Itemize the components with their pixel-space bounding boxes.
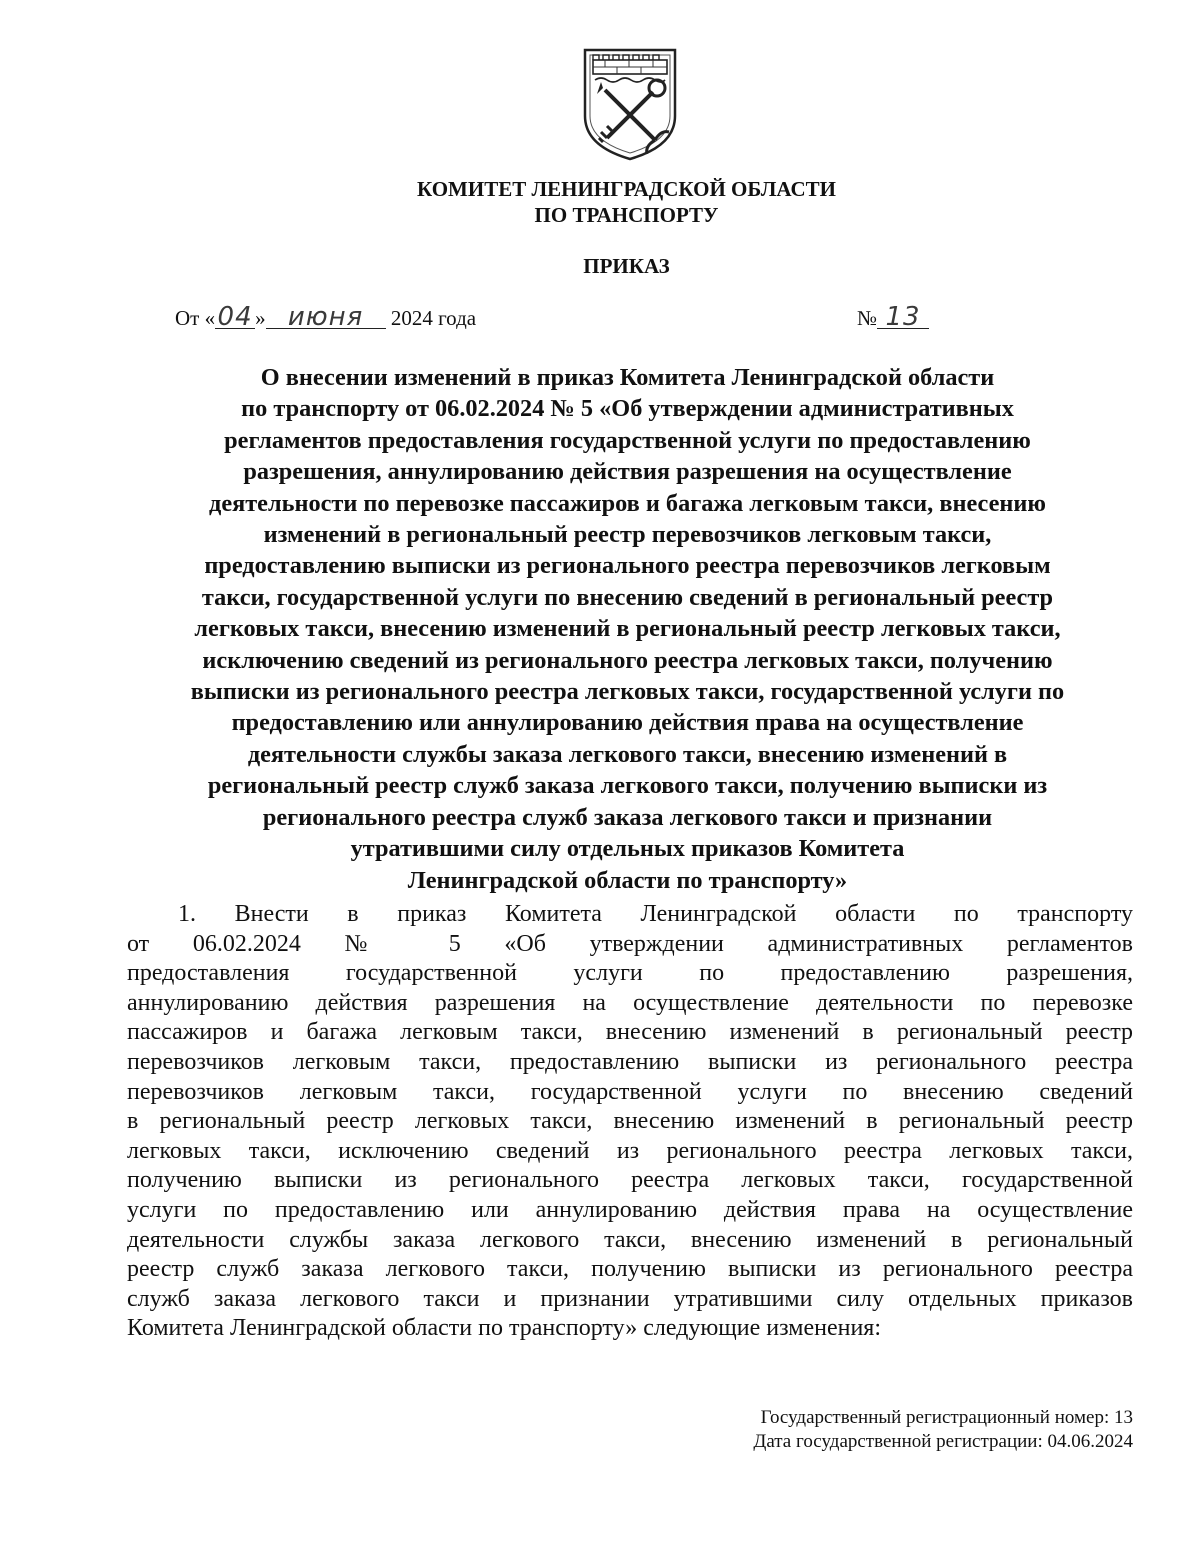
body-line: в региональный реестр легковых такси, внесению изменений в региональный реестр [127,1108,1133,1135]
title-line: О внесении изменений в приказ Комитета Ленинградской области [260,364,995,391]
title-line: регламентов предоставления государственной услуги по предоставлению [224,426,1031,454]
body-line: реестр служб заказа легкового такси, получению выписки из регионального реестра [127,1256,1133,1283]
body-line: услуги по предоставлению или аннулированию действия права на осуществление [127,1196,1133,1223]
title-line: деятельности службы заказа легкового такси, внесению изменений в [247,740,1008,768]
title-line: исключению сведений из регионального реестра легковых такси, получению [202,646,1053,674]
registration-date: Дата государственной регистрации: 04.06.2024 [753,1431,1133,1452]
org-line-1: КОМИТЕТ ЛЕНИНГРАДСКОЙ ОБЛАСТИ [417,177,836,201]
body-line: легковых такси, исключению сведений из регионального реестра легковых такси, [127,1137,1133,1164]
date-mid: » [255,306,266,330]
registration-number: Государственный регистрационный номер: 13 [760,1407,1133,1428]
title-line: предоставлению выписки из регионального реестра перевозчиков легковым [204,552,1051,580]
body-line: от 06.02.2024 № 5 «Об утверждении административных регламентов [127,930,1133,957]
document-type: ПРИКАЗ [583,254,670,278]
title-line: предоставлению или аннулированию действия права на осуществление [231,709,1024,737]
organization-name [0,176,1200,228]
document-number: 13 [877,306,929,329]
body-line: перевозчиков легковым такси, государственной услуги по внесению сведений [127,1078,1133,1105]
title-line: Ленинградской области по транспорту» [407,866,848,894]
body-line: Комитета Ленинградской области по транспорту» следующие изменения: [127,1315,881,1342]
date-month: июня [266,306,386,329]
title-line: деятельности по перевозке пассажиров и багажа легковым такси, внесению [209,489,1046,517]
title-line: изменений в региональный реестр перевозчиков легковым такси, [263,521,992,549]
title-line: по транспорту от 06.02.2024 № 5 «Об утверждении административных [241,395,1014,423]
org-line-2: ПО ТРАНСПОРТУ [534,203,719,227]
number-line [857,302,929,332]
body-line: получению выписки из регионального реестра легковых такси, государственной [127,1167,1133,1194]
number-label: № [857,306,878,330]
date-line [175,302,477,332]
body-line: перевозчиков легковым такси, предоставлению выписки из регионального реестра [127,1048,1133,1075]
title-line: такси, государственной услуги по внесению сведений в региональный реестр [201,583,1054,611]
document-title [100,362,1155,896]
date-day: 04 [215,306,255,329]
body-line: служб заказа легкового такси и признании утратившими силу отдельных приказов [127,1285,1133,1312]
date-year: 2024 года [390,306,477,330]
body-line: 1. Внести в приказ Комитета Ленинградской области по транспорту [178,901,1133,927]
title-line: выписки из регионального реестра легковых такси, государственной услуги по [190,678,1065,706]
coat-of-arms-icon [581,46,679,162]
title-line: регионального реестра служб заказа легкового такси и признании [262,803,993,831]
title-line: разрешения, аннулированию действия разрешения на осуществление [243,458,1012,486]
date-prefix: От « [175,306,216,330]
body-line: предоставления государственной услуги по предоставлению разрешения, [127,960,1133,987]
body-line: пассажиров и багажа легковым такси, внесению изменений в региональный реестр [127,1019,1133,1046]
body-line: деятельности службы заказа легкового такси, внесению изменений в региональный [127,1226,1133,1253]
title-line: легковых такси, внесению изменений в региональный реестр легковых такси, [194,615,1061,643]
body-line: аннулированию действия разрешения на осуществление деятельности по перевозке [127,989,1133,1016]
body-paragraph [127,900,1133,1344]
registration-info [533,1406,1133,1454]
title-line: утратившими силу отдельных приказов Комитета [350,835,905,863]
title-line: региональный реестр служб заказа легкового такси, получению выписки из [207,772,1048,800]
